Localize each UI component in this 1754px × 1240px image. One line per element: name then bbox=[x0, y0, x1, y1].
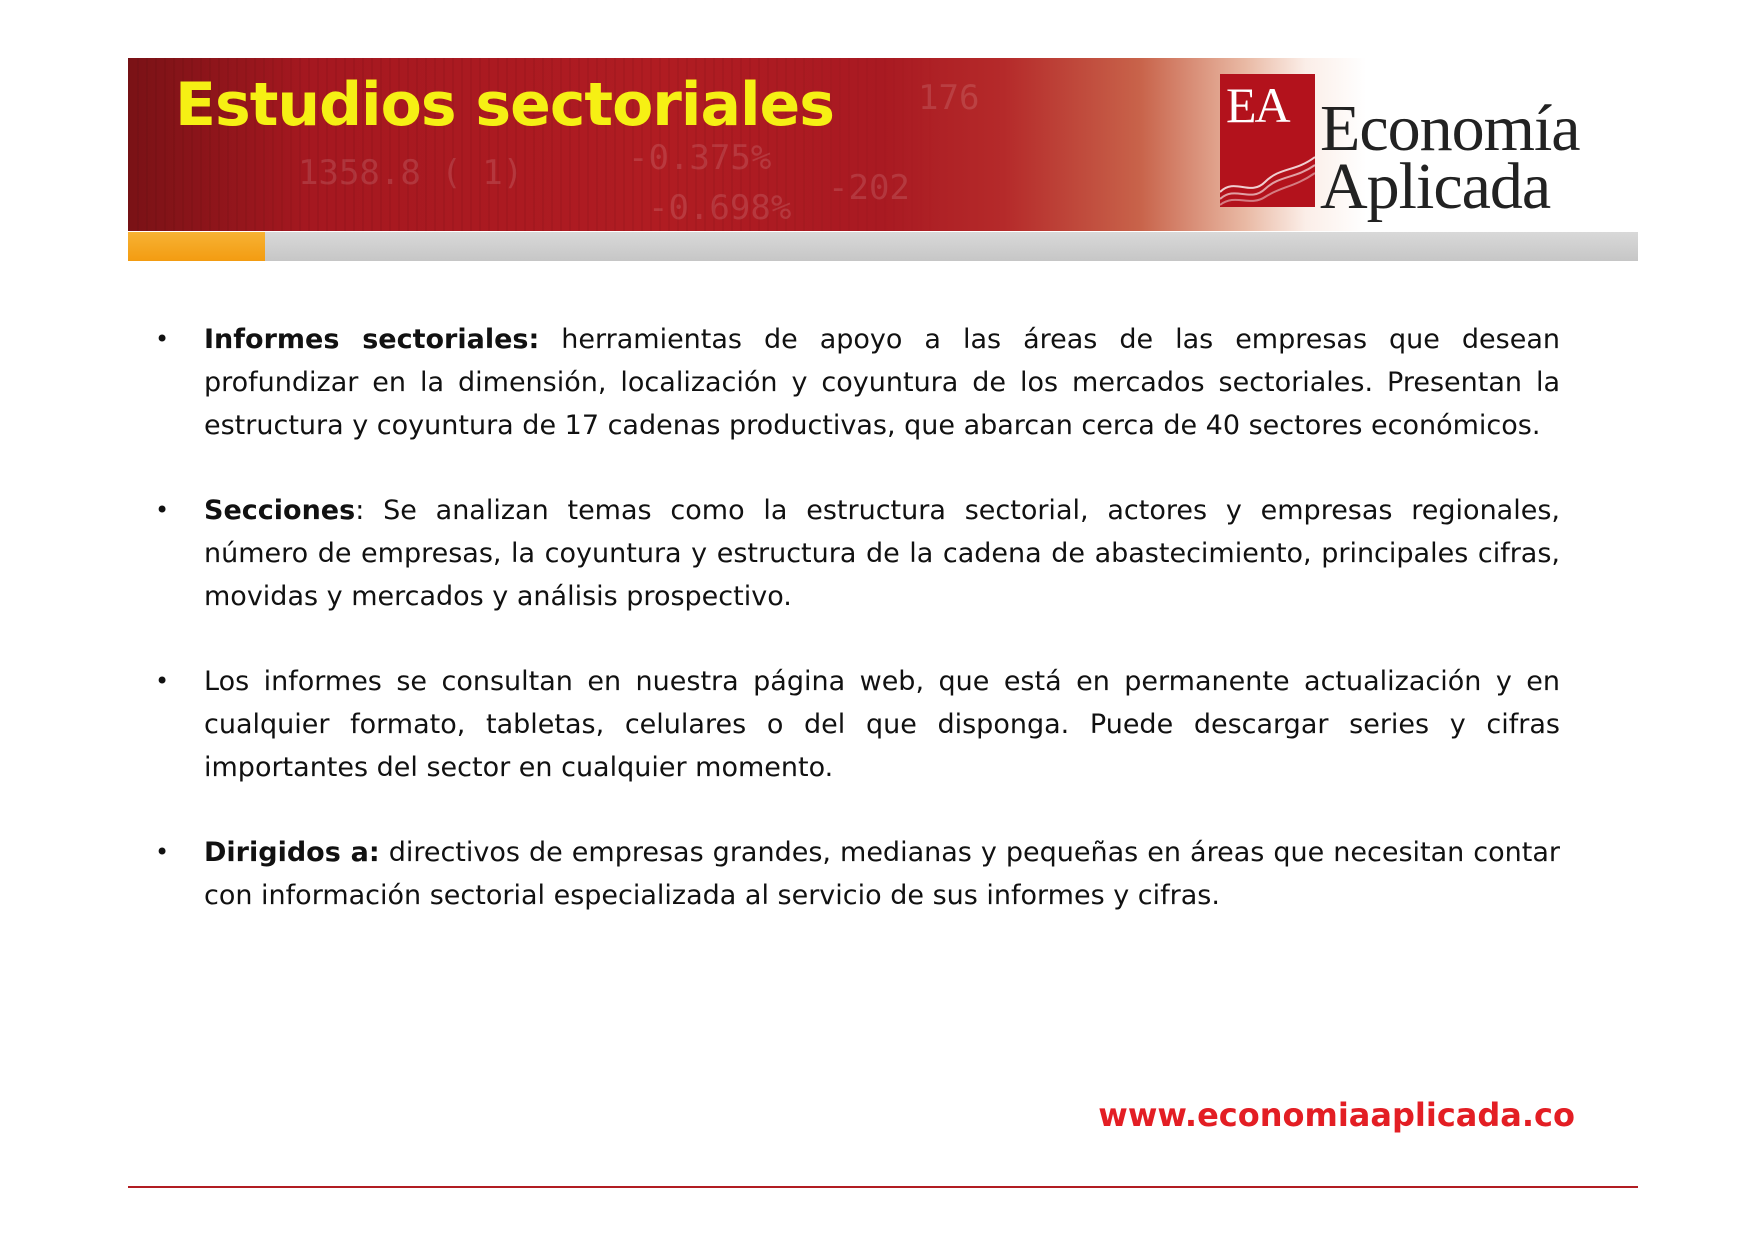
bullet-marker: • bbox=[155, 325, 170, 353]
bullet-item bbox=[150, 660, 1560, 789]
header-banner bbox=[128, 58, 1638, 231]
bullet-lead: Secciones bbox=[204, 495, 356, 526]
page-title: Estudios sectoriales bbox=[175, 70, 834, 140]
logo-monogram: EA bbox=[1226, 77, 1289, 133]
bullet-lead: Informes sectoriales: bbox=[204, 324, 540, 355]
footer-divider bbox=[128, 1186, 1638, 1188]
bullet-marker: • bbox=[155, 838, 170, 866]
accent-strip-gray bbox=[265, 232, 1638, 261]
banner-background-figures: -0.375% bbox=[628, 138, 772, 178]
bullet-body: directivos de empresas grandes, medianas y pequeñas en áreas que necesitan contar con información sectorial especializada al servicio de sus informes y cifras. bbox=[204, 837, 1561, 911]
bullet-body: herramientas de apoyo a las áreas de las empresas que desean profundizar en la dimensión, localización y coyuntura de los mercados sectoriales. Presentan la estructura y coyuntura de 17 cadenas productivas, que abarcan cerca de 40 sectores económicos. bbox=[204, 324, 1560, 441]
banner-background-figures: -0.698% bbox=[648, 188, 792, 228]
banner-background-figures: -202 bbox=[828, 168, 910, 208]
content-bullet-list bbox=[150, 318, 1560, 959]
logo-word-economia: Economía bbox=[1320, 92, 1580, 165]
bullet-body: Los informes se consultan en nuestra página web, que está en permanente actualización y en cualquier formato, tabletas, celulares o del que disponga. Puede descargar series y cifras importantes del sector en cualquier momento. bbox=[204, 666, 1560, 783]
bullet-body: : Se analizan temas como la estructura sectorial, actores y empresas regionales, número de empresas, la coyuntura y estructura de la cadena de abastecimiento, principales cifras, movidas y mercados y análisis prospectivo. bbox=[204, 495, 1560, 612]
bullet-marker: • bbox=[155, 496, 170, 524]
bullet-item bbox=[150, 831, 1560, 917]
bullet-item bbox=[150, 489, 1560, 618]
bullet-marker: • bbox=[155, 667, 170, 695]
logo-word-aplicada: Aplicada bbox=[1320, 150, 1551, 223]
accent-strip-orange bbox=[128, 232, 265, 261]
company-logo bbox=[1220, 74, 1630, 223]
logo-monogram-box bbox=[1220, 74, 1315, 207]
bullet-lead: Dirigidos a: bbox=[204, 837, 380, 868]
bullet-item bbox=[150, 318, 1560, 447]
logo-wave-graphic bbox=[1220, 147, 1315, 207]
banner-background-figures: 1358.8 ( 1) bbox=[298, 153, 524, 193]
banner-background-figures: 176 bbox=[918, 78, 980, 118]
website-link[interactable]: www.economiaaplicada.co bbox=[1098, 1096, 1575, 1134]
